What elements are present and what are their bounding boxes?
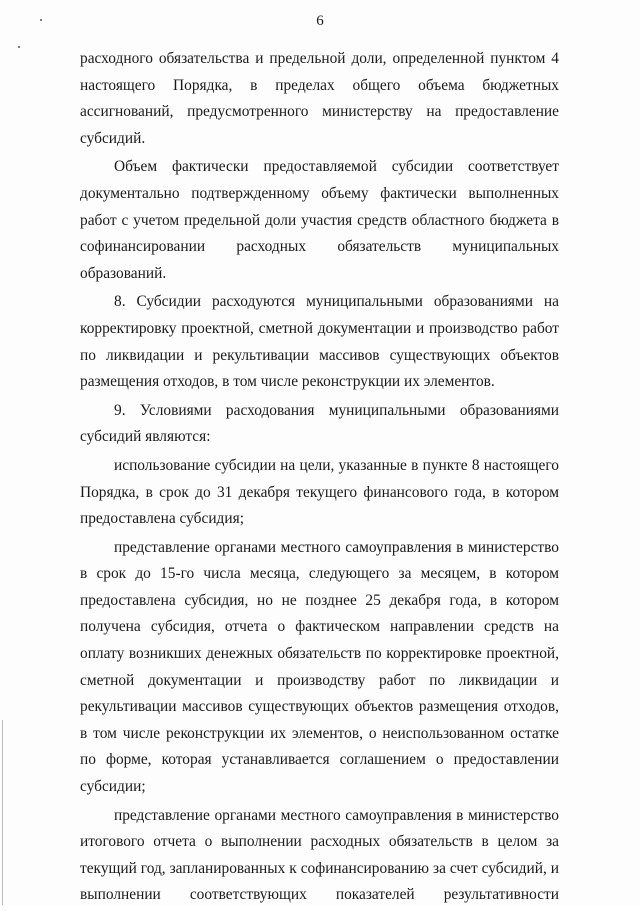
paragraph-item-8: 8. Субсидии расходуются муниципальными образованиями на корректировку проектной, сметной документации и производство работ по ликвидации и рекультивации массивов существующих объектов размещения отходов, в том числе реконструкции их элементов.: [80, 293, 559, 391]
paragraph-condition-final-report: представление органами местного самоуправления в министерство итогового отчета о выполнении расходных обязательств в целом за текущий год, запланированных к софинансированию за счет субсидий, и выполнении соответствующих показателей результативности: [80, 806, 559, 904]
paragraph-condition-usage: использование субсидии на цели, указанные в пункте 8 настоящего Порядка, в срок до 31 декабря текущего финансового года, в котором предоставлена субсидия;: [80, 456, 559, 528]
page-number: 6: [316, 13, 324, 29]
paragraph-condition-report: представление органами местного самоуправления в министерство в срок до 15-го числа месяца, следующего за месяцем, в котором предоставлена субсидия, но не позднее 25 декабря года, в котором получена субсидия, отчета о фактическом направлении средств на оплату возникших денежных обязательств по корректировке проектной, сметной документации и производству работ по ликвидации и рекультивации массивов существующих объектов размещения отходов, в том числе реконструкции их элементов, о неиспользованном остатке по форме, которая устанавливается соглашением о предоставлении субсидии;: [80, 538, 559, 796]
paragraph-continuation: расходного обязательства и предельной доли, определенной пунктом 4 настоящего Порядка, в пределах общего объема бюджетных ассигнований, предусмотренного министерству на предоставление субсидий.: [80, 50, 559, 147]
paragraph-item-9: 9. Условиями расходования муниципальными образованиями субсидий являются:: [80, 401, 559, 446]
scan-edge-line: [2, 720, 3, 905]
scan-artifact-dot: [18, 46, 20, 48]
paragraph-subsidy-volume: Объем фактически предоставляемой субсидии соответствует документально подтвержденному объему фактически выполненных работ с учетом предельной доли участия средств областного бюджета в софинансировании расходных обязательств муниципальных образований.: [80, 158, 559, 282]
document-body: [80, 46, 559, 911]
